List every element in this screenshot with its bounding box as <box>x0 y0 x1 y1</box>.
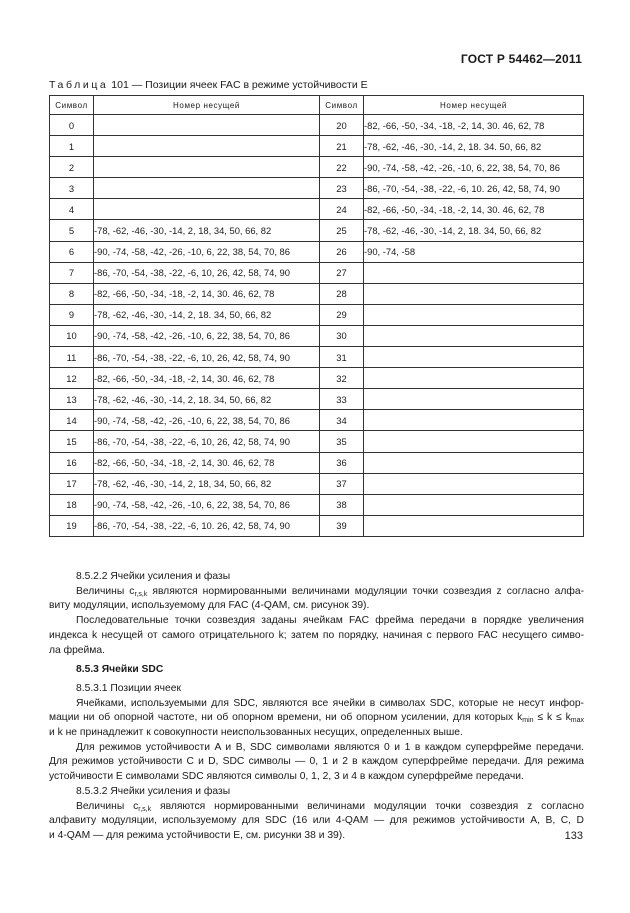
carrier-cell: -82, -66, -50, -34, -18, -2, 14, 30. 46, 62, 78 <box>364 199 584 220</box>
carrier-cell: -90, -74, -58, -42, -26, -10, 6, 22, 38, 54, 70, 86 <box>94 241 320 262</box>
table-row <box>50 283 584 304</box>
table-row <box>50 304 584 325</box>
table-row <box>50 410 584 431</box>
section-8-5-3-title: 8.5.3 Ячейки SDC <box>76 664 164 676</box>
carrier-cell: -86, -70, -54, -38, -22, -6, 10, 26, 42, 58, 74, 90 <box>94 262 320 283</box>
symbol-cell: 23 <box>320 178 364 199</box>
symbol-cell: 16 <box>50 452 94 473</box>
caption-prefix: Таблица <box>49 79 109 91</box>
carrier-cell <box>364 410 584 431</box>
carrier-cell: -90, -74, -58, -42, -26, -10, 6, 22, 38, 54, 70, 86 <box>94 410 320 431</box>
symbol-cell: 8 <box>50 283 94 304</box>
table-row <box>50 515 584 536</box>
table-row <box>50 452 584 473</box>
symbol-cell: 2 <box>50 157 94 178</box>
table-header-row <box>50 96 584 115</box>
symbol-cell: 19 <box>50 515 94 536</box>
carrier-cell: -82, -66, -50, -34, -18, -2, 14, 30. 46, 62, 78 <box>94 368 320 389</box>
carrier-cell: -86, -70, -54, -38, -22, -6, 10, 26, 42, 58, 74, 90 <box>94 347 320 368</box>
carrier-cell <box>364 368 584 389</box>
carrier-cell: -90, -74, -58, -42, -26, -10, 6, 22, 38, 54, 70, 86 <box>94 325 320 346</box>
symbol-cell: 21 <box>320 136 364 157</box>
symbol-cell: 24 <box>320 199 364 220</box>
fac-positions-table <box>49 95 584 537</box>
symbol-cell: 7 <box>50 262 94 283</box>
paragraph-line: Последовательные точки созвездия заданы ячейкам FAC фрейма передачи в порядке увеличения <box>76 615 584 627</box>
carrier-cell: -90, -74, -58 <box>364 241 584 262</box>
paragraph-line: Для режимов устойчивости C и D, SDC символы — 0, 1 и 2 в каждом суперфрейме передачи. Для режима <box>49 756 584 768</box>
paragraph-line: и k не принадлежит к совокупности неиспользованных несущих, определенных выше. <box>49 727 463 739</box>
symbol-cell: 12 <box>50 368 94 389</box>
symbol-cell: 34 <box>320 410 364 431</box>
carrier-cell <box>364 431 584 452</box>
table-row <box>50 136 584 157</box>
symbol-cell: 30 <box>320 325 364 346</box>
carrier-cell <box>94 136 320 157</box>
carrier-cell: -82, -66, -50, -34, -18, -2, 14, 30. 46, 62, 78 <box>94 452 320 473</box>
symbol-cell: 35 <box>320 431 364 452</box>
section-8-5-3-1-title: 8.5.3.1 Позиции ячеек <box>76 682 181 694</box>
symbol-cell: 31 <box>320 347 364 368</box>
carrier-cell: -82, -66, -50, -34, -18, -2, 14, 30. 46, 62, 78 <box>94 283 320 304</box>
symbol-cell: 10 <box>50 325 94 346</box>
text-run: ≤ k ≤ k <box>533 712 571 724</box>
carrier-cell <box>94 157 320 178</box>
carrier-cell <box>364 473 584 494</box>
text-run: мации ни об опорной частоте, ни об опорном времени, ни об опорном усилении, для которых k <box>49 712 523 724</box>
carrier-cell: -78, -62, -46, -30, -14, 2, 18, 34, 50, 66, 82 <box>94 220 320 241</box>
symbol-cell: 38 <box>320 494 364 515</box>
symbol-cell: 11 <box>50 347 94 368</box>
symbol-cell: 33 <box>320 389 364 410</box>
symbol-cell: 5 <box>50 220 94 241</box>
carrier-cell: -86, -70, -54, -38, -22, -6, 10, 26, 42, 58, 74, 90 <box>94 431 320 452</box>
header-symbol-right: Символ <box>320 96 364 115</box>
paragraph-line: индекса k несущей от самого отрицательного k; затем по порядку, начиная с первого FAC несущего симво- <box>49 629 584 641</box>
paragraph-line: виту модуляции, используемому для FAC (4-QAM, см. рисунок 39). <box>49 600 370 612</box>
paragraph-line: ла фрейма. <box>49 644 105 656</box>
text-run: являются нормированными величинами модуляции точки созвездия z согласно алфа- <box>147 585 584 597</box>
section-8-5-2-2-title: 8.5.2.2 Ячейки усиления и фазы <box>76 571 231 582</box>
text-run: Величины c <box>76 585 135 597</box>
paragraph-line: устойчивости E символами SDC являются символы 0, 1, 2, 3 и 4 в каждом суперфрейме передачи. <box>49 771 524 783</box>
table-row <box>50 325 584 346</box>
carrier-cell <box>364 452 584 473</box>
symbol-cell: 27 <box>320 262 364 283</box>
symbol-cell: 22 <box>320 157 364 178</box>
carrier-cell <box>364 515 584 536</box>
carrier-cell <box>364 283 584 304</box>
carrier-cell <box>94 199 320 220</box>
header-carrier-right: Номер несущей <box>364 96 584 115</box>
carrier-cell: -86, -70, -54, -38, -22, -6, 10. 26, 42, 58, 74, 90 <box>364 178 584 199</box>
symbol-cell: 9 <box>50 304 94 325</box>
subscript: min <box>522 717 534 725</box>
subscript: max <box>570 717 584 725</box>
symbol-cell: 32 <box>320 368 364 389</box>
symbol-cell: 3 <box>50 178 94 199</box>
paragraph-line <box>49 711 584 726</box>
symbol-cell: 28 <box>320 283 364 304</box>
paragraph-line <box>49 585 584 600</box>
symbol-cell: 26 <box>320 241 364 262</box>
table-row <box>50 241 584 262</box>
table-row <box>50 494 584 515</box>
carrier-cell <box>364 347 584 368</box>
section-8-5-3-2-title: 8.5.3.2 Ячейки усиления и фазы <box>76 785 231 797</box>
document-header: ГОСТ Р 54462—2011 <box>460 52 582 66</box>
table-row <box>50 178 584 199</box>
header-symbol-left: Символ <box>50 96 94 115</box>
table-row <box>50 389 584 410</box>
table-row <box>50 220 584 241</box>
text-run: Величины c <box>76 800 139 812</box>
caption-text: 101 — Позиции ячеек FAC в режиме устойчивости E <box>108 79 368 91</box>
symbol-cell: 25 <box>320 220 364 241</box>
symbol-cell: 4 <box>50 199 94 220</box>
symbol-cell: 13 <box>50 389 94 410</box>
carrier-cell: -78, -62, -46, -30, -14, 2, 18. 34, 50, 66, 82 <box>94 389 320 410</box>
paragraph-line: и 4-QAM — для режима устойчивости E, см. рисунки 38 и 39). <box>49 829 346 841</box>
symbol-cell: 6 <box>50 241 94 262</box>
paragraph-line <box>49 800 584 815</box>
symbol-cell: 29 <box>320 304 364 325</box>
table-row <box>50 473 584 494</box>
table-row <box>50 262 584 283</box>
page-number: 133 <box>564 830 583 842</box>
table-caption <box>49 79 368 91</box>
table-row <box>50 368 584 389</box>
carrier-cell <box>364 494 584 515</box>
carrier-cell: -86, -70, -54, -38, -22, -6, 10. 26, 42, 58, 74, 90 <box>94 515 320 536</box>
carrier-cell: -78, -62, -46, -30, -14, 2, 18. 34, 50, 66, 82 <box>364 220 584 241</box>
carrier-cell <box>364 325 584 346</box>
symbol-cell: 39 <box>320 515 364 536</box>
carrier-cell: -78, -62, -46, -30, -14, 2, 18. 34. 50, 66, 82 <box>364 136 584 157</box>
carrier-cell: -78, -62, -46, -30, -14, 2, 18, 34, 50, 66, 82 <box>94 473 320 494</box>
carrier-cell: -90, -74, -58, -42, -26, -10, 6, 22, 38, 54, 70, 86 <box>364 157 584 178</box>
paragraph-line: Ячейками, используемыми для SDC, являются все ячейки в символах SDC, которые не несут инфор- <box>76 697 584 709</box>
carrier-cell: -82, -66, -50, -34, -18, -2, 14, 30. 46, 62, 78 <box>364 115 584 136</box>
symbol-cell: 14 <box>50 410 94 431</box>
symbol-cell: 15 <box>50 431 94 452</box>
carrier-cell <box>94 115 320 136</box>
symbol-cell: 0 <box>50 115 94 136</box>
carrier-cell <box>364 304 584 325</box>
body-text <box>49 570 584 844</box>
symbol-cell: 20 <box>320 115 364 136</box>
carrier-cell <box>364 389 584 410</box>
paragraph-line: алфавиту модуляции, используемому для SDC (16 или 4-QAM — для режимов устойчивости A, B, C, D <box>49 815 584 827</box>
table-body <box>50 115 584 537</box>
text-run: являются нормированными величинами модуляции точки созвездия z согласно <box>151 800 584 812</box>
symbol-cell: 36 <box>320 452 364 473</box>
table-row <box>50 157 584 178</box>
header-carrier-left: Номер несущей <box>94 96 320 115</box>
symbol-cell: 37 <box>320 473 364 494</box>
table-row <box>50 431 584 452</box>
symbol-cell: 17 <box>50 473 94 494</box>
carrier-cell: -90, -74, -58, -42, -26, -10, 6, 22, 38, 54, 70, 86 <box>94 494 320 515</box>
symbol-cell: 18 <box>50 494 94 515</box>
table-row <box>50 199 584 220</box>
subscript: r,s,k <box>138 805 152 813</box>
paragraph-line: Для режимов устойчивости A и B, SDC символами являются 0 и 1 в каждом суперфрейме передачи. <box>76 741 584 753</box>
table-row <box>50 347 584 368</box>
subscript: r,s,k <box>134 590 148 598</box>
carrier-cell <box>94 178 320 199</box>
carrier-cell: -78, -62, -46, -30, -14, 2, 18. 34, 50, 66, 82 <box>94 304 320 325</box>
symbol-cell: 1 <box>50 136 94 157</box>
table-row <box>50 115 584 136</box>
carrier-cell <box>364 262 584 283</box>
